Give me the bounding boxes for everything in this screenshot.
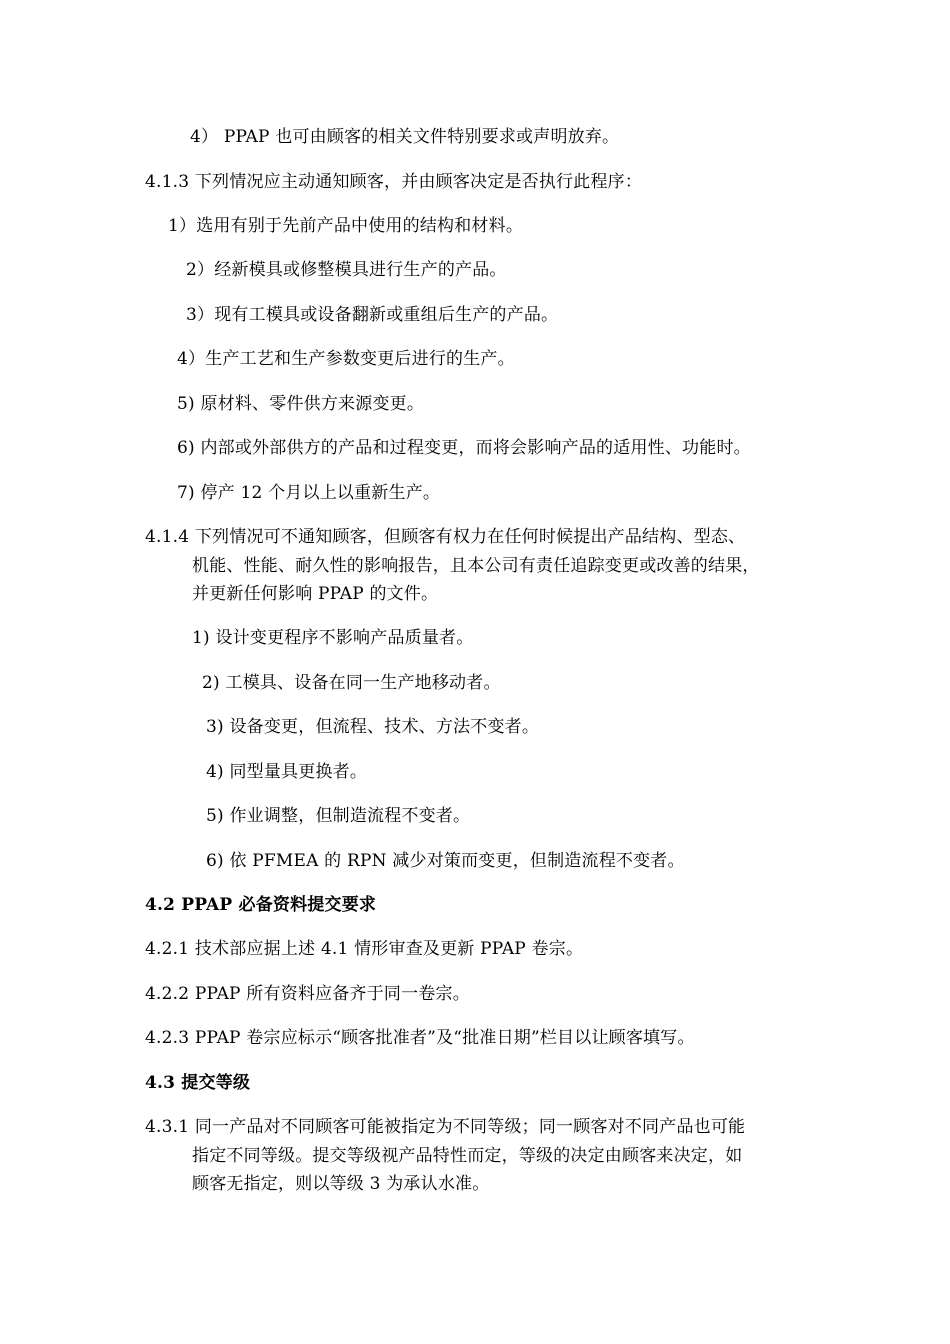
section-4-3-1-continuation: 指定不同等级。提交等级视产品特性而定，等级的决定由顾客来决定，如 xyxy=(192,1146,743,1166)
list-item: 7) 停产 12 个月以上以重新生产。 xyxy=(177,483,441,503)
section-4-1-4-heading: 4.1.4 下列情况可不通知顾客，但顾客有权力在任何时候提出产品结构、型态、 xyxy=(145,527,746,547)
list-item: 3) 设备变更，但流程、技术、方法不变者。 xyxy=(206,717,540,737)
list-item: 6) 内部或外部供方的产品和过程变更，而将会影响产品的适用性、功能时。 xyxy=(177,438,751,458)
list-item-ppap-waiver: 4） PPAP 也可由顾客的相关文件特别要求或声明放弃。 xyxy=(190,127,620,147)
section-4-3-1-paragraph: 4.3.1 同一产品对不同顾客可能被指定为不同等级；同一顾客对不同产品也可能 xyxy=(145,1117,746,1137)
list-item: 1）选用有别于先前产品中使用的结构和材料。 xyxy=(168,216,524,236)
list-item: 1) 设计变更程序不影响产品质量者。 xyxy=(192,628,474,648)
section-4-2-heading: 4.2 PPAP 必备资料提交要求 xyxy=(145,895,377,915)
section-4-1-4-continuation: 并更新任何影响 PPAP 的文件。 xyxy=(192,584,439,604)
section-4-3-1-continuation: 顾客无指定，则以等级 3 为承认水准。 xyxy=(192,1174,490,1194)
list-item: 5) 原材料、零件供方来源变更。 xyxy=(177,394,425,414)
section-4-1-3-heading: 4.1.3 下列情况应主动通知顾客，并由顾客决定是否执行此程序： xyxy=(145,172,643,192)
list-item: 2) 工模具、设备在同一生产地移动者。 xyxy=(202,673,501,693)
list-item: 3）现有工模具或设备翻新或重组后生产的产品。 xyxy=(186,305,559,325)
list-item: 4) 同型量具更换者。 xyxy=(206,762,368,782)
list-item: 5) 作业调整，但制造流程不变者。 xyxy=(206,806,471,826)
section-4-1-4-continuation: 机能、性能、耐久性的影响报告，且本公司有责任追踪变更或改善的结果， xyxy=(192,556,760,576)
list-item: 4.2.2 PPAP 所有资料应备齐于同一卷宗。 xyxy=(145,984,470,1004)
list-item: 6) 依 PFMEA 的 RPN 减少对策而变更，但制造流程不变者。 xyxy=(206,851,685,871)
list-item: 4）生产工艺和生产参数变更后进行的生产。 xyxy=(177,349,515,369)
section-4-3-heading: 4.3 提交等级 xyxy=(145,1073,251,1093)
list-item: 4.2.1 技术部应据上述 4.1 情形审查及更新 PPAP 卷宗。 xyxy=(145,939,584,959)
list-item: 4.2.3 PPAP 卷宗应标示“顾客批准者”及“批准日期”栏目以让顾客填写。 xyxy=(145,1028,695,1048)
list-item: 2）经新模具或修整模具进行生产的产品。 xyxy=(186,260,507,280)
